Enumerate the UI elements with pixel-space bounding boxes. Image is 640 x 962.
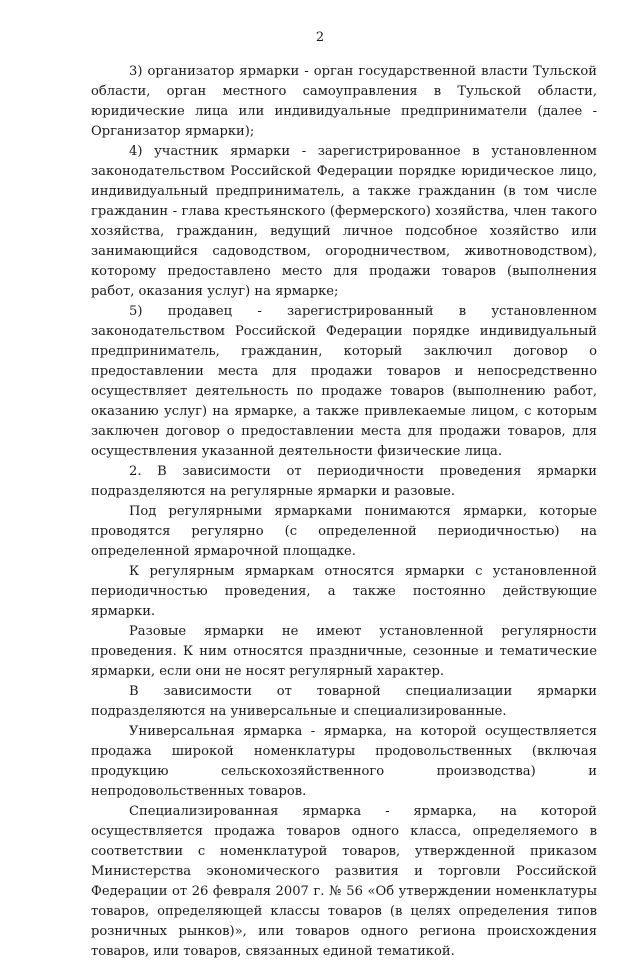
paragraph-periodicity-types: 2. В зависимости от периодичности проведения ярмарки подразделяются на регулярные ярмарки и разовые.: [91, 464, 597, 499]
paragraph-specialization-types: В зависимости от товарной специализации ярмарки подразделяются на универсальные и специализированные.: [91, 684, 597, 719]
paragraph-one-time-fairs: Разовые ярмарки не имеют установленной регулярности проведения. К ним относятся праздничные, сезонные и тематические ярмарки, если они не носят регулярный характер.: [91, 624, 597, 679]
paragraph-regular-fairs: Под регулярными ярмарками понимаются ярмарки, которые проводятся регулярно (с определенной периодичностью) на определенной ярмарочной площадке.: [91, 504, 597, 559]
paragraph-seller-definition: 5) продавец - зарегистрированный в установленном законодательством Российской Федерации порядке индивидуальный предприниматель, гражданин, который заключил договор о предоставлении места для продажи товаров и непосредственно осуществляет деятельность по продаже товаров (выполнению работ, оказанию услуг) на ярмарке, а также привлекаемые лицом, с которым заключен договор о предоставлении места для продажи товаров, для осуществления указанной деятельности физические лица.: [91, 304, 597, 459]
page-number: 2: [315, 30, 325, 45]
paragraph-specialized-fair: Специализированная ярмарка - ярмарка, на которой осуществляется продажа товаров одного класса, определяемого в соответствии с номенклатурой товаров, утвержденной приказом Министерства экономического развития и торговли Российской Федерации от 26 февраля 2007 г. № 56 «Об утверждении номенклатуры товаров, определяющей классы товаров (в целях определения типов розничных рынков)», или товаров одного региона происхождения товаров, или товаров, связанных единой тематикой.: [91, 804, 597, 959]
paragraph-participant-definition: 4) участник ярмарки - зарегистрированное в установленном законодательством Российской Федерации порядке юридическое лицо, индивидуальный предприниматель, а также гражданин (в том числе гражданин - глава крестьянского (фермерского) хозяйства, член такого хозяйства, гражданин, ведущий личное подсобное хозяйство или занимающийся садоводством, огородничеством, животноводством), которому предоставлено место для продажи товаров (выполнения работ, оказания услуг) на ярмарке;: [91, 144, 597, 299]
paragraph-organizer-definition: 3) организатор ярмарки - орган государственной власти Тульской области, орган местного самоуправления в Тульской области, юридические лица или индивидуальные предприниматели (далее - Организатор ярмарки);: [91, 64, 597, 139]
paragraph-regular-fairs-include: К регулярным ярмаркам относятся ярмарки с установленной периодичностью проведения, а также постоянно действующие ярмарки.: [91, 564, 597, 619]
paragraph-universal-fair: Универсальная ярмарка - ярмарка, на которой осуществляется продажа широкой номенклатуры продовольственных (включая продукцию сельскохозяйственного производства) и непродовольственных товаров.: [91, 724, 597, 799]
document-body: [91, 62, 597, 962]
